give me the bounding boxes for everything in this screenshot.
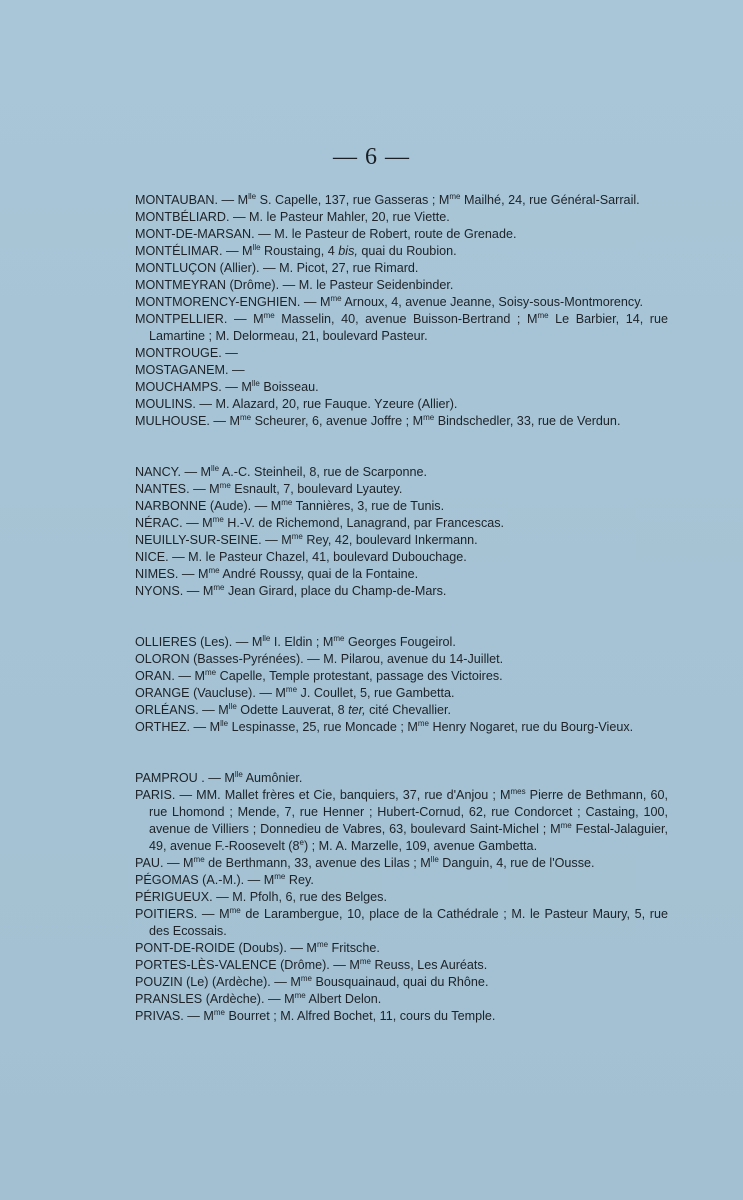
page-number: — 6 —: [333, 144, 410, 170]
list-item: PONT-DE-ROIDE (Doubs). — $M^{me}$ Fritsche.: [135, 940, 380, 955]
list-item: MONTLUÇON (Allier). — M. Picot, 27, rue Rimard.: [135, 261, 419, 275]
list-item: MONTPELLIER. — $M^{me}$ Masselin, 40, avenue Buisson-Bertrand ; $M^{me}$ Le Barbier, 14, rue Lamartine ; M. Delormeau, 21, boulevard Pasteur.: [135, 311, 668, 343]
list-item: ORTHEZ. — $M^{lle}$ Lespinasse, 25, rue Moncade ; $M^{me}$ Henry Nogaret, rue du Bourg-Vieux.: [135, 719, 634, 734]
list-item: PÉRIGUEUX. — M. Pfolh, 6, rue des Belges.: [135, 890, 387, 904]
list-item: MOSTAGANEM. —: [135, 363, 245, 377]
section-m: [135, 192, 668, 430]
list-item: MONTMORENCY-ENGHIEN. — $M^{me}$ Arnoux, 4, avenue Jeanne, Soisy-sous-Montmorency.: [135, 294, 644, 309]
list-item: PARIS. — MM. Mallet frères et Cie, banquiers, 37, rue d'Anjou ; $M^{mes}$ Pierre de Bethmann, 60, rue Lhomond ; Mende, 7, rue Henner ; Hubert-Cornud, 62, rue Condorcet ; Castaing, 100, avenue de Villiers ; Donnedieu de Vabres, 63, boulevard Saint-Michel ; $M^{me}$ Festal-Jalaguier, 49, avenue F.-Roosevelt (8e) ; M. A. Marzelle, 109, avenue Gambetta.: [135, 787, 668, 853]
section-o: [135, 634, 668, 736]
section-n: [135, 464, 668, 600]
list-item: NARBONNE (Aude). — $M^{me}$ Tannières, 3, rue de Tunis.: [135, 498, 445, 513]
list-item: NANCY. — $M^{lle}$ A.-C. Steinheil, 8, rue de Scarponne.: [135, 464, 427, 479]
list-item: MONTROUGE. —: [135, 346, 238, 360]
list-item: NYONS. — $M^{me}$ Jean Girard, place du Champ-de-Mars.: [135, 583, 447, 598]
list-item: POUZIN (Le) (Ardèche). — $M^{me}$ Bousquainaud, quai du Rhône.: [135, 974, 489, 989]
list-item: ORANGE (Vaucluse). — $M^{me}$ J. Coullet, 5, rue Gambetta.: [135, 685, 455, 700]
list-item: MOUCHAMPS. — $M^{lle}$ Boisseau.: [135, 379, 319, 394]
list-item: NIMES. — $M^{me}$ André Roussy, quai de la Fontaine.: [135, 566, 419, 581]
list-item: MONT-DE-MARSAN. — M. le Pasteur de Robert, route de Grenade.: [135, 227, 517, 241]
list-item: PORTES-LÈS-VALENCE (Drôme). — $M^{me}$ Reuss, Les Auréats.: [135, 957, 488, 972]
list-item: MONTBÉLIARD. — M. le Pasteur Mahler, 20, rue Viette.: [135, 210, 450, 224]
list-item: PAU. — $M^{me}$ de Berthmann, 33, avenue des Lilas ; $M^{lle}$ Danguin, 4, rue de l'Ousse.: [135, 855, 595, 870]
list-item: ORAN. — $M^{me}$ Capelle, Temple protestant, passage des Victoires.: [135, 668, 503, 683]
list-item: POITIERS. — $M^{me}$ de Larambergue, 10, place de la Cathédrale ; M. le Pasteur Maury, 5, rue des Ecossais.: [135, 906, 668, 938]
list-item: PÉGOMAS (A.-M.). — $M^{me}$ Rey.: [135, 872, 314, 887]
list-item: OLORON (Basses-Pyrénées). — M. Pilarou, avenue du 14-Juillet.: [135, 652, 504, 666]
list-item: PRIVAS. — $M^{me}$ Bourret ; M. Alfred Bochet, 11, cours du Temple.: [135, 1008, 496, 1023]
list-item: OLLIERES (Les). — $M^{lle}$ I. Eldin ; $M^{me}$ Georges Fougeirol.: [135, 634, 456, 649]
list-item: NICE. — M. le Pasteur Chazel, 41, boulevard Dubouchage.: [135, 550, 467, 564]
list-item: MONTAUBAN. — $M^{lle}$ S. Capelle, 137, rue Gasseras ; $M^{me}$ Mailhé, 24, rue Général-Sarrail.: [135, 192, 640, 207]
list-item: MONTMEYRAN (Drôme). — M. le Pasteur Seidenbinder.: [135, 278, 454, 292]
directory-list: [135, 192, 668, 1059]
list-item: NANTES. — $M^{me}$ Esnault, 7, boulevard Lyautey.: [135, 481, 403, 496]
list-item: MONTÉLIMAR. — $M^{lle}$ Roustaing, 4 bis, quai du Roubion.: [135, 243, 457, 258]
list-item: MOULINS. — M. Alazard, 20, rue Fauque. Yzeure (Allier).: [135, 397, 458, 411]
list-item: PRANSLES (Ardèche). — $M^{me}$ Albert Delon.: [135, 991, 382, 1006]
list-item: NÉRAC. — $M^{me}$ H.-V. de Richemond, Lanagrand, par Francescas.: [135, 515, 505, 530]
section-p: [135, 770, 668, 1025]
list-item: ORLÉANS. — $M^{lle}$ Odette Lauverat, 8 ter, cité Chevallier.: [135, 702, 452, 717]
list-item: NEUILLY-SUR-SEINE. — $M^{me}$ Rey, 42, boulevard Inkermann.: [135, 532, 478, 547]
list-item: MULHOUSE. — $M^{me}$ Scheurer, 6, avenue Joffre ; $M^{me}$ Bindschedler, 33, rue de Verdun.: [135, 413, 621, 428]
list-item: PAMPROU . — $M^{lle}$ Aumônier.: [135, 770, 303, 785]
